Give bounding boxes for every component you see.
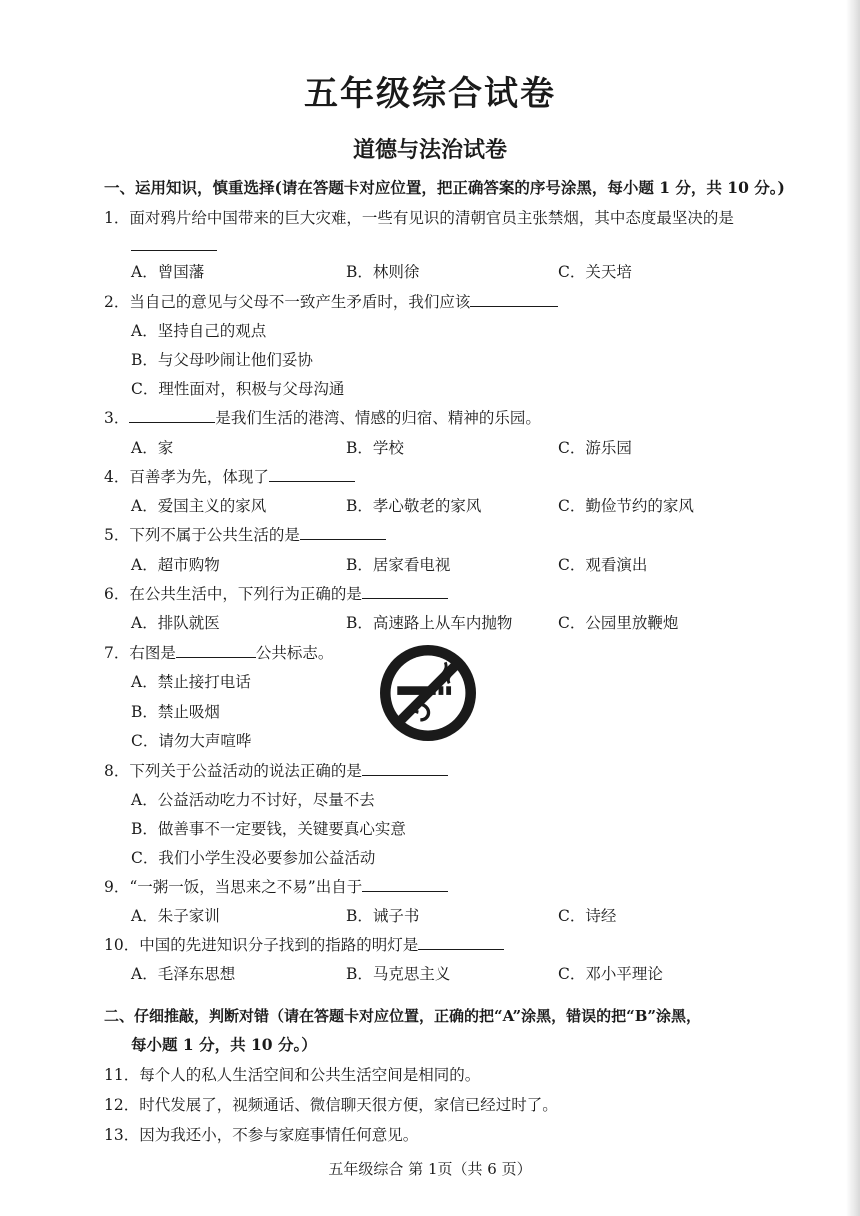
question-6-blank [362, 584, 448, 599]
page-subtitle: 道德与法治试卷 [352, 137, 507, 163]
question-8-text: 8．下列关于公益活动的说法正确的是 [104, 762, 362, 780]
q7-option-a: A．禁止接打电话 [131, 673, 251, 691]
question-9-text: 9．“一粥一饭，当思来之不易”出自于 [104, 878, 363, 896]
section1-heading: 一、运用知识，慎重选择(请在答题卡对应位置，把正确答案的序号涂黑，每小题 1 分，共 10 分。) [104, 178, 785, 197]
q4-option-a: A．爱国主义的家风 [131, 497, 267, 515]
question-4-blank [269, 467, 355, 482]
question-2-blank [470, 292, 558, 307]
q6-option-a: A．排队就医 [131, 614, 220, 632]
question-5-blank [300, 525, 386, 540]
question-10-blank [418, 935, 504, 950]
q6-option-b: B．高速路上从车内抛物 [346, 614, 513, 632]
q9-option-a: A．朱子家训 [131, 907, 220, 925]
question-5 [104, 525, 386, 545]
question-8-blank [362, 761, 448, 776]
question-3-prefix: 3． [104, 409, 130, 427]
q5-option-b: B．居家看电视 [346, 556, 451, 574]
question-8 [104, 761, 448, 781]
question-6 [104, 584, 448, 604]
question-12: 12．时代发展了，视频通话、微信聊天很方便，家信已经过时了。 [104, 1096, 558, 1114]
question-1: 1．面对鸦片给中国带来的巨大灾难，一些有见识的清朝官员主张禁烟，其中态度最坚决的是 [104, 209, 734, 227]
question-4 [104, 467, 355, 487]
q8-option-b: B．做善事不一定要钱，关键要真心实意 [131, 820, 406, 838]
page-title: 五年级综合试卷 [304, 74, 556, 114]
question-2 [104, 292, 558, 312]
q10-option-a: A．毛泽东思想 [131, 965, 236, 983]
question-4-text: 4．百善孝为先，体现了 [104, 468, 269, 486]
q3-option-b: B．学校 [346, 439, 404, 457]
question-3 [104, 408, 541, 428]
question-9-blank [362, 877, 448, 892]
question-7-suffix: 公共标志。 [255, 644, 334, 662]
question-2-text: 2．当自己的意见与父母不一致产生矛盾时，我们应该 [104, 293, 471, 311]
question-3-text: 是我们生活的港湾、情感的归宿、精神的乐园。 [215, 409, 541, 427]
q2-option-c: C．理性面对，积极与父母沟通 [131, 380, 345, 398]
section2-heading-line2: 每小题 1 分，共 10 分。） [131, 1035, 317, 1054]
no-smoking-icon [380, 645, 476, 741]
q5-option-a: A．超市购物 [131, 556, 220, 574]
section2-heading-line1: 二、仔细推敲，判断对错（请在答题卡对应位置，正确的把“A”涂黑，错误的把“B”涂黑， [104, 1007, 702, 1025]
q7-option-c: C．请勿大声喧哗 [131, 732, 252, 750]
question-3-blank [129, 408, 215, 423]
question-10-text: 10．中国的先进知识分子找到的指路的明灯是 [104, 936, 419, 954]
question-13: 13．因为我还小，不参与家庭事情任何意见。 [104, 1126, 419, 1144]
q4-option-c: C．勤俭节约的家风 [558, 497, 694, 515]
q5-option-c: C．观看演出 [558, 556, 648, 574]
question-7 [104, 643, 333, 663]
q1-option-c: C．关天培 [558, 263, 632, 281]
q3-option-a: A．家 [131, 439, 174, 457]
q3-option-c: C．游乐园 [558, 439, 632, 457]
question-7-blank [176, 643, 256, 658]
question-6-text: 6．在公共生活中，下列行为正确的是 [104, 585, 362, 603]
question-10 [104, 935, 504, 955]
q10-option-c: C．邓小平理论 [558, 965, 663, 983]
q2-option-a: A．坚持自己的观点 [131, 322, 267, 340]
q8-option-a: A．公益活动吃力不讨好，尽量不去 [131, 791, 375, 809]
page-edge-shadow [846, 0, 860, 1216]
question-1-blank [131, 236, 217, 256]
page-footer: 五年级综合 第 1页（共 6 页） [328, 1160, 532, 1178]
question-9 [104, 877, 448, 897]
q2-option-b: B．与父母吵闹让他们妥协 [131, 351, 313, 369]
q9-option-b: B．诫子书 [346, 907, 420, 925]
q1-option-a: A．曾国藩 [131, 263, 205, 281]
q6-option-c: C．公园里放鞭炮 [558, 614, 679, 632]
q10-option-b: B．马克思主义 [346, 965, 451, 983]
q8-option-c: C．我们小学生没必要参加公益活动 [131, 849, 376, 867]
q1-option-b: B．林则徐 [346, 263, 420, 281]
q9-option-c: C．诗经 [558, 907, 617, 925]
question-7-text: 7．右图是 [104, 644, 176, 662]
q7-option-b: B．禁止吸烟 [131, 703, 220, 721]
question-5-text: 5．下列不属于公共生活的是 [104, 526, 300, 544]
q4-option-b: B．孝心敬老的家风 [346, 497, 482, 515]
question-11: 11．每个人的私人生活空间和公共生活空间是相同的。 [104, 1066, 481, 1084]
